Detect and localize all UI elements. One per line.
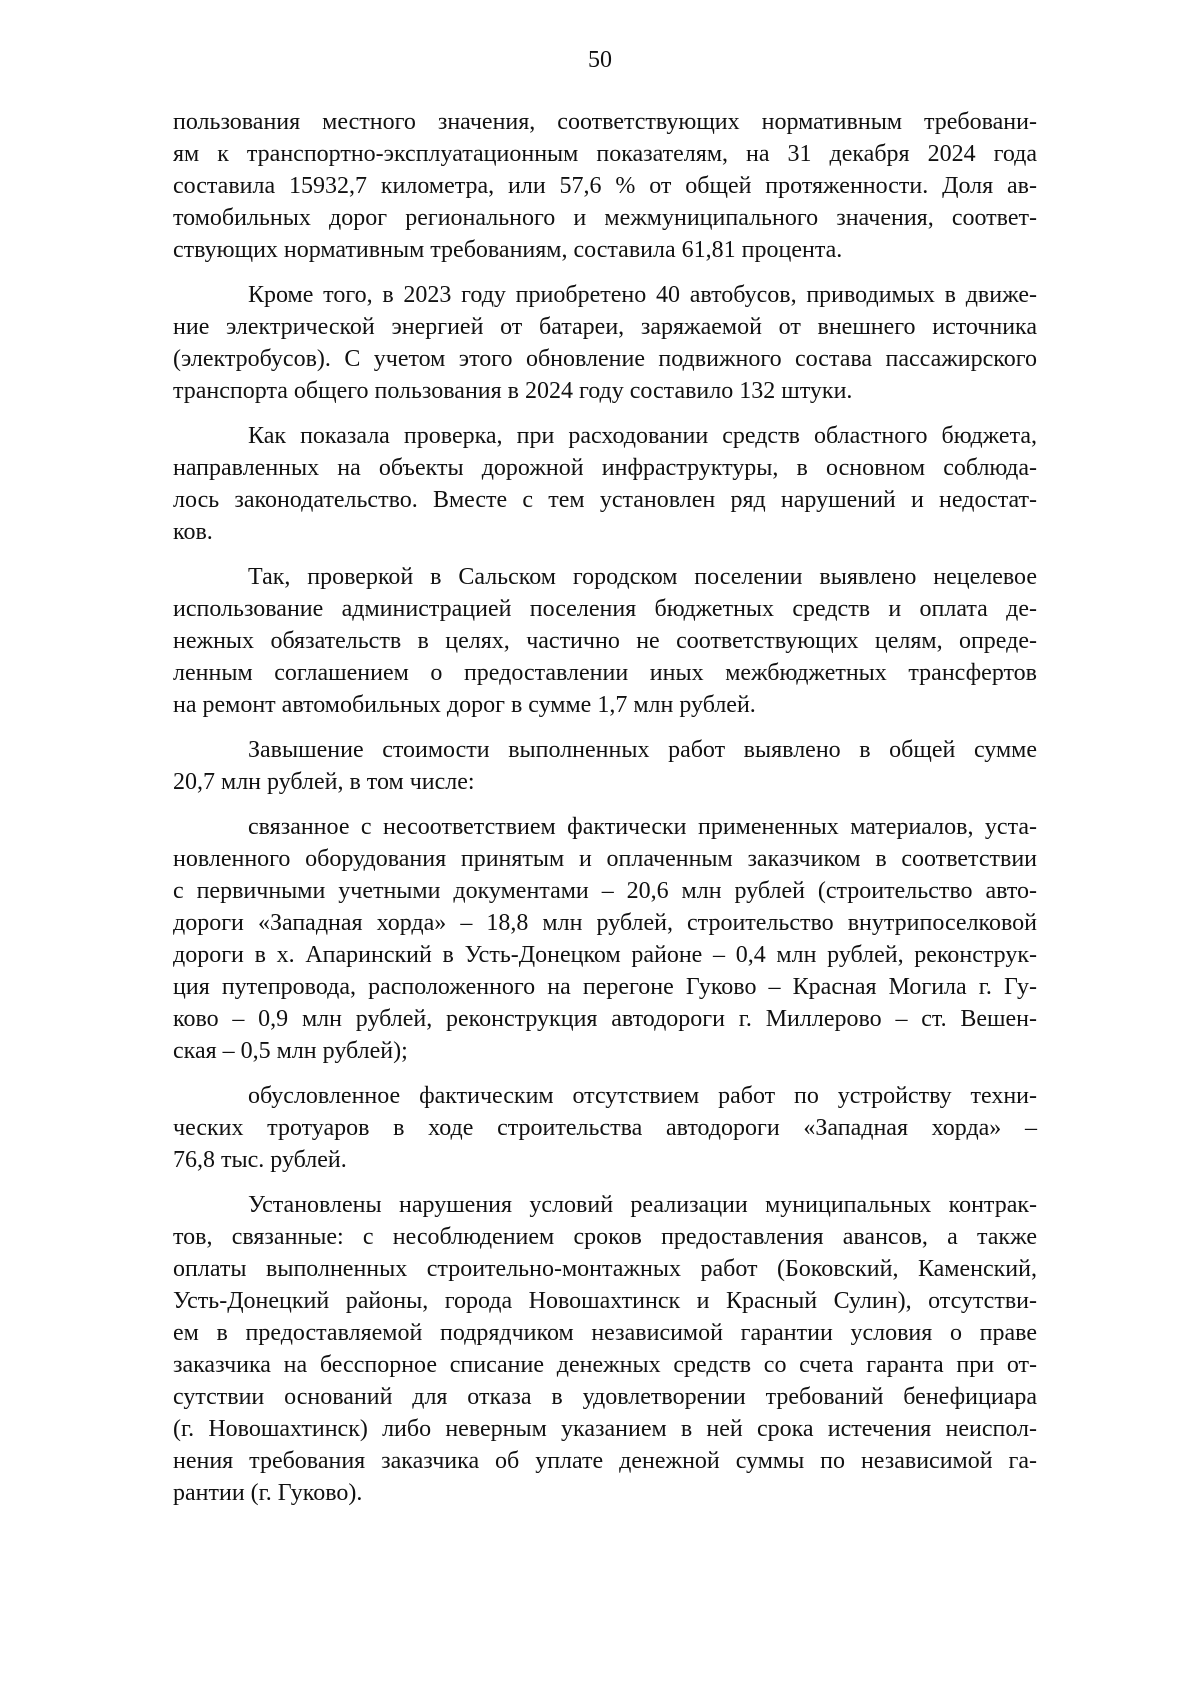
text-line: (г. Новошахтинск) либо неверным указанием в ней срока истечения неиспол-: [173, 1416, 1037, 1442]
text-line: Как показала проверка, при расходовании средств областного бюджета,: [248, 423, 1037, 449]
text-line: ем в предоставляемой подрядчиком независимой гарантии условия о праве: [173, 1320, 1037, 1346]
text-line: Завышение стоимости выполненных работ выявлено в общей сумме: [248, 737, 1037, 763]
text-line: ская – 0,5 млн рублей);: [173, 1038, 408, 1064]
text-line: нежных обязательств в целях, частично не соответствующих целям, опреде-: [173, 628, 1037, 654]
text-line: использование администрацией поселения бюджетных средств и оплата де-: [173, 596, 1037, 622]
document-body: [173, 106, 1037, 1522]
paragraph-electric-buses: [173, 279, 1037, 407]
text-line: нения требования заказчика об уплате денежной суммы по независимой га-: [173, 1448, 1037, 1474]
text-line: дороги «Западная хорда» – 18,8 млн рублей, строительство внутрипоселковой: [173, 910, 1037, 936]
paragraph-salsk-misuse: [173, 561, 1037, 721]
text-line: тов, связанные: с несоблюдением сроков предоставления авансов, а также: [173, 1224, 1037, 1250]
text-line: новленного оборудования принятым и оплаченным заказчиком в соответствии: [173, 846, 1037, 872]
paragraph-audit-results: [173, 420, 1037, 548]
text-line: ково – 0,9 млн рублей, реконструкция автодороги г. Миллерово – ст. Вешен-: [173, 1006, 1037, 1032]
text-line: ленным соглашением о предоставлении иных межбюджетных трансфертов: [173, 660, 1037, 686]
text-line: Так, проверкой в Сальском городском поселении выявлено нецелевое: [248, 564, 1037, 590]
paragraph-materials-mismatch: [173, 811, 1037, 1067]
paragraph-road-compliance: [173, 106, 1037, 266]
text-line: ческих тротуаров в ходе строительства автодороги «Западная хорда» –: [173, 1115, 1037, 1141]
paragraph-overstatement: [173, 734, 1037, 798]
text-line: рантии (г. Гуково).: [173, 1480, 363, 1506]
text-line: направленных на объекты дорожной инфраструктуры, в основном соблюда-: [173, 455, 1037, 481]
paragraph-sidewalks: [173, 1080, 1037, 1176]
text-line: с первичными учетными документами – 20,6 млн рублей (строительство авто-: [173, 878, 1037, 904]
text-line: ков.: [173, 519, 213, 545]
text-line: ствующих нормативным требованиям, составила 61,81 процента.: [173, 237, 843, 263]
text-line: Кроме того, в 2023 году приобретено 40 автобусов, приводимых в движе-: [248, 282, 1037, 308]
page-number: 50: [588, 47, 612, 73]
text-line: (электробусов). С учетом этого обновление подвижного состава пассажирского: [173, 346, 1037, 372]
text-line: составила 15932,7 километра, или 57,6 % от общей протяженности. Доля ав-: [173, 173, 1037, 199]
paragraph-contract-violations: [173, 1189, 1037, 1509]
text-line: заказчика на бесспорное списание денежных средств со счета гаранта при от-: [173, 1352, 1037, 1378]
text-line: транспорта общего пользования в 2024 году составило 132 штуки.: [173, 378, 853, 404]
text-line: ям к транспортно-эксплуатационным показателям, на 31 декабря 2024 года: [173, 141, 1037, 167]
text-line: обусловленное фактическим отсутствием работ по устройству техни-: [248, 1083, 1037, 1109]
text-line: связанное с несоответствием фактически примененных материалов, уста-: [248, 814, 1037, 840]
text-line: сутствии оснований для отказа в удовлетворении требований бенефициара: [173, 1384, 1037, 1410]
text-line: Усть-Донецкий районы, города Новошахтинск и Красный Сулин), отсутстви-: [173, 1288, 1037, 1314]
text-line: на ремонт автомобильных дорог в сумме 1,7 млн рублей.: [173, 692, 756, 718]
text-line: оплаты выполненных строительно-монтажных работ (Боковский, Каменский,: [173, 1256, 1037, 1282]
text-line: дороги в х. Апаринский в Усть-Донецком районе – 0,4 млн рублей, реконструк-: [173, 942, 1037, 968]
text-line: лось законодательство. Вместе с тем установлен ряд нарушений и недостат-: [173, 487, 1037, 513]
text-line: Установлены нарушения условий реализации муниципальных контрак-: [248, 1192, 1037, 1218]
text-line: томобильных дорог регионального и межмуниципального значения, соответ-: [173, 205, 1037, 231]
text-line: 76,8 тыс. рублей.: [173, 1147, 347, 1173]
text-line: ние электрической энергией от батареи, заряжаемой от внешнего источника: [173, 314, 1037, 340]
text-line: ция путепровода, расположенного на перегоне Гуково – Красная Могила г. Гу-: [173, 974, 1037, 1000]
text-line: пользования местного значения, соответствующих нормативным требовани-: [173, 109, 1037, 135]
text-line: 20,7 млн рублей, в том числе:: [173, 769, 475, 795]
